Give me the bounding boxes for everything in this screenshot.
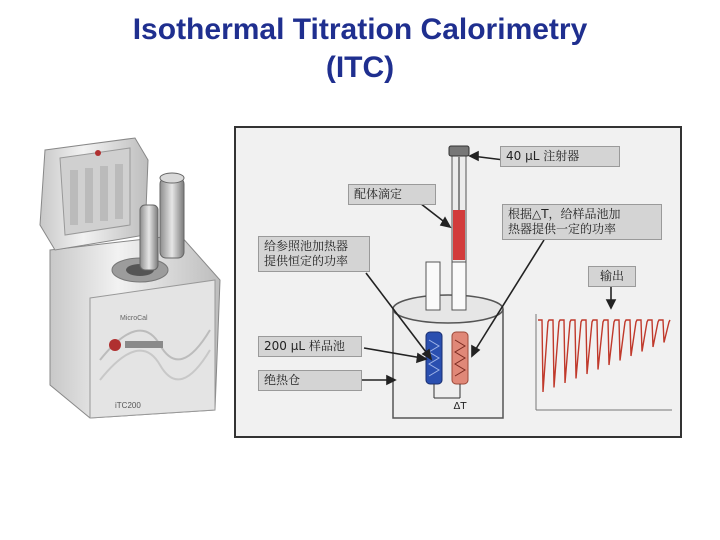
delta-t-label: ΔT [453, 401, 467, 412]
instrument-brand-text: MicroCal [120, 315, 148, 322]
itc-schematic [234, 126, 682, 438]
feedback-power-label: 根据△T，给样品池加 热器提供一定的功率 [502, 204, 662, 240]
ligand-titration-label: 配体滴定 [348, 184, 436, 205]
instrument-model-text: iTC200 [115, 401, 141, 410]
titrant-fill [453, 210, 465, 260]
page-subtitle: (ITC) [325, 51, 395, 84]
reference-heater-label: 给参照池加热器 提供恒定的功率 [258, 236, 370, 272]
sample-cell-label: 200 μL 样品池 [258, 336, 362, 357]
adiabatic-jacket-label: 绝热仓 [258, 370, 362, 391]
output-label: 输出 [588, 266, 636, 287]
syringe-label: 40 μL 注射器 [500, 146, 620, 167]
thermogram-trace [538, 320, 670, 392]
page-title: Isothermal Titration Calorimetry [132, 13, 588, 46]
itc-instrument-image [30, 130, 230, 420]
